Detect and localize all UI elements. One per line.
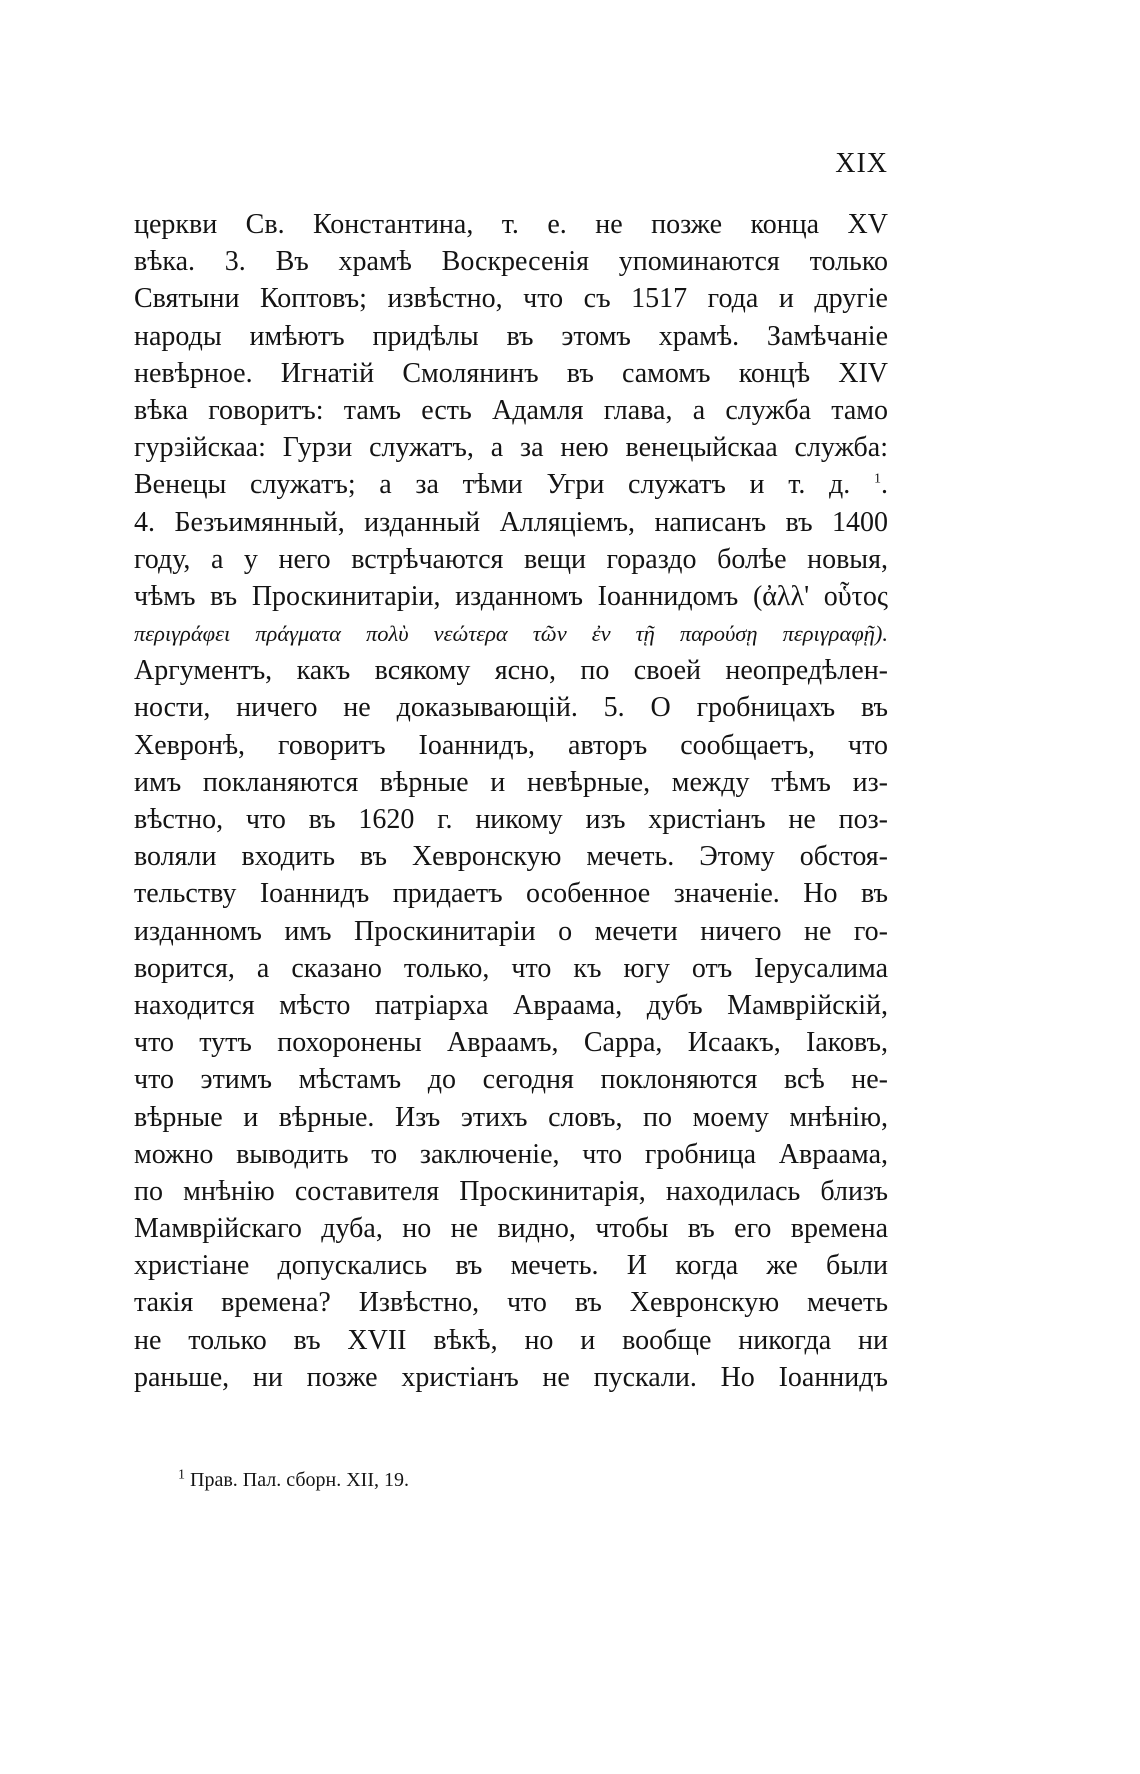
page-number: XIX xyxy=(835,148,888,179)
text-line: Хевронѣ, говоритъ Іоаннидъ, авторъ сообщаетъ, что xyxy=(134,729,888,761)
text-line: 4. Безъимянный, изданный Алляціемъ, написанъ въ 1400 xyxy=(134,506,888,538)
footnote-ref-tail: . xyxy=(881,469,888,501)
text-line: христіане допускались въ мечеть. И когда же были xyxy=(134,1250,888,1282)
text-line: можно выводить то заключеніе, что гробница Авраама, xyxy=(134,1138,888,1170)
text-line: имъ покланяются вѣрные и невѣрные, между тѣмъ из- xyxy=(134,766,888,798)
text-line: воляли входить въ Хевронскую мечеть. Этому обстоя- xyxy=(134,841,888,873)
text-line: невѣрное. Игнатій Смолянинъ въ самомъ концѣ XIV xyxy=(134,357,888,389)
greek-quote-line: περιγράφει πράγματα πολὺ νεώτερα τῶν ἐν τῇ παρούσῃ περιγραφῇ). xyxy=(134,621,888,647)
text-line: по мнѣнію составителя Проскинитарія, находилась близъ xyxy=(134,1175,888,1207)
text-line: не только въ XVII вѣкѣ, но и вообще никогда ни xyxy=(134,1324,888,1356)
text-line: вѣка. 3. Въ храмѣ Воскресенія упоминаются только xyxy=(134,246,888,278)
text-line: такія времена? Извѣстно, что въ Хевронскую мечеть xyxy=(134,1287,888,1319)
text-line: что тутъ похоронены Авраамъ, Сарра, Исаакъ, Іаковъ, xyxy=(134,1027,888,1059)
text-line: вѣстно, что въ 1620 г. никому изъ христіанъ не поз- xyxy=(134,804,888,835)
text-line: раньше, ни позже христіанъ не пускали. Но Іоаннидъ xyxy=(134,1361,888,1393)
text-line: вѣка говоритъ: тамъ есть Адамля глава, а служба тамо xyxy=(134,394,888,426)
text-line: находится мѣсто патріарха Авраама, дубъ Мамврійскій, xyxy=(134,989,888,1021)
footnote-marker: 1 xyxy=(178,1467,185,1483)
text-line-content: Венецы служатъ; а за тѣми Угри служатъ и т. д. xyxy=(134,469,851,501)
text-line: что этимъ мѣстамъ до сегодня поклоняются всѣ не- xyxy=(134,1064,888,1096)
footnote xyxy=(178,1468,409,1492)
footnote-ref: 1 xyxy=(874,471,882,487)
text-line: изданномъ имъ Проскинитаріи о мечети ничего не го- xyxy=(134,915,888,947)
text-line: церкви Св. Константина, т. е. не позже конца XV xyxy=(134,209,888,240)
text-line: вѣрные и вѣрные. Изъ этихъ словъ, по моему мнѣнію, xyxy=(134,1101,888,1133)
text-line: чѣмъ въ Проскинитаріи, изданномъ Іоаннидомъ (ἀλλ' οὗτος xyxy=(134,580,888,612)
text-line: гурзійскаа: Гурзи служатъ, а за нею венецыйскаа служба: xyxy=(134,432,888,464)
text-line: ности, ничего не доказывающій. 5. О гробницахъ въ xyxy=(134,692,888,724)
text-line: Святыни Коптовъ; извѣстно, что съ 1517 года и другіе xyxy=(134,283,888,315)
text-line: году, а у него встрѣчаются вещи гораздо болѣе новыя, xyxy=(134,543,888,575)
text-line-with-footnote-ref xyxy=(134,466,888,503)
text-line: народы имѣютъ придѣлы въ этомъ храмѣ. Замѣчаніе xyxy=(134,320,888,352)
text-line: Аргументъ, какъ всякому ясно, по своей неопредѣлен- xyxy=(134,655,888,687)
text-line: Мамврійскаго дуба, но не видно, чтобы въ его времена xyxy=(134,1213,888,1245)
text-line: ворится, а сказано только, что къ югу отъ Іерусалима xyxy=(134,952,888,984)
main-text xyxy=(134,206,888,1396)
text-line: тельству Іоаннидъ придаетъ особенное значеніе. Но въ xyxy=(134,878,888,910)
footnote-text: Прав. Пал. сборн. XII, 19. xyxy=(190,1469,410,1491)
